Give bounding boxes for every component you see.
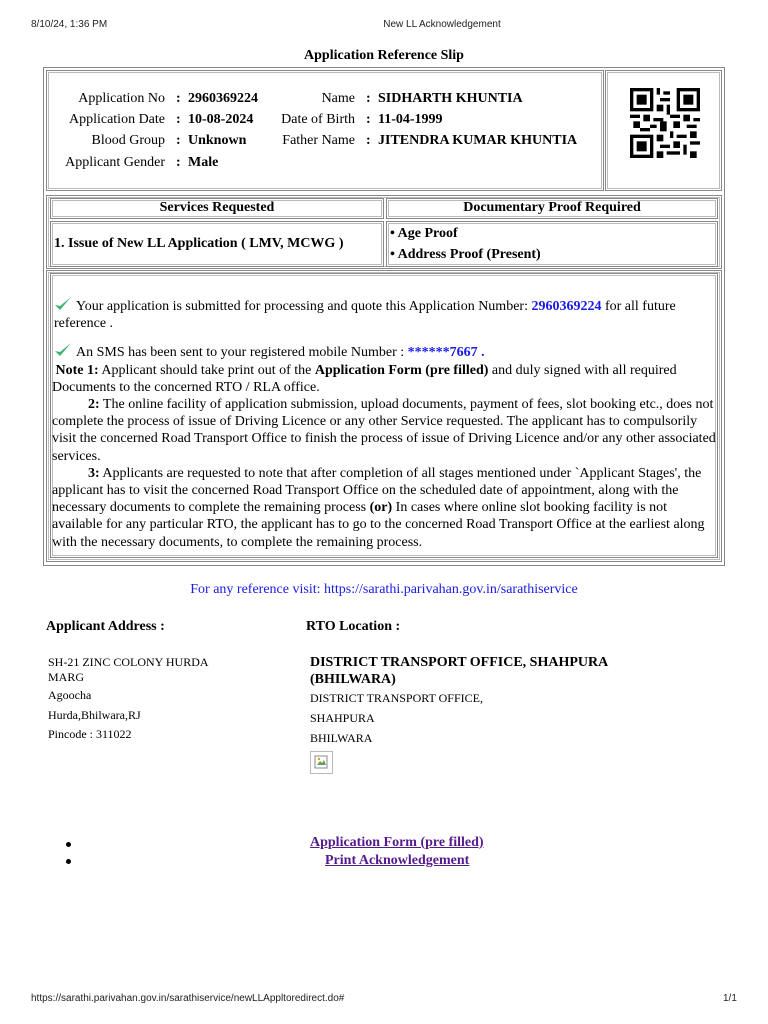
address-line-3: Hurda,Bhilwara,RJ <box>48 708 141 722</box>
info-row-1 <box>0 91 600 109</box>
blood-group-label: Blood Group <box>91 133 165 148</box>
address-pincode: Pincode : 311022 <box>48 727 132 741</box>
documentary-proof-header: Documentary Proof Required <box>463 200 641 215</box>
proof-item-age: • Age Proof <box>390 226 458 241</box>
rto-office-name: DISTRICT TRANSPORT OFFICE, SHAHPURA (BHILWARA) <box>310 655 608 687</box>
note1-text-end: and duly signed with all required Documents to the concerned RTO / RLA office. <box>52 362 677 395</box>
print-footer-page: 1/1 <box>723 993 737 1004</box>
rto-line-3: BHILWARA <box>310 731 373 745</box>
print-acknowledgement-link[interactable]: Print Acknowledgement <box>325 853 470 868</box>
info-row-2 <box>0 112 600 130</box>
submitted-text: Your application is submitted for processing and quote this Application Number: <box>76 299 528 314</box>
service-item: 1. Issue of New LL Application ( LMV, MCWG ) <box>54 236 344 251</box>
print-page-title: New LL Acknowledgement <box>383 19 501 30</box>
name-label: Name <box>321 91 355 106</box>
name-value: SIDHARTH KHUNTIA <box>378 91 523 106</box>
app-no-value: 2960369224 <box>188 91 258 106</box>
note3-or: (or) <box>369 500 393 516</box>
applicant-address-title: Applicant Address : <box>46 619 165 634</box>
app-date-value: 10-08-2024 <box>188 112 254 127</box>
blood-group-value: Unknown <box>188 133 247 148</box>
print-footer-url: https://sarathi.parivahan.gov.in/sarathiservice/newLLAppltoredirect.do# <box>31 993 345 1004</box>
qr-code-icon <box>630 88 700 158</box>
dob-value: 11-04-1999 <box>378 112 443 127</box>
colon: : <box>176 91 181 106</box>
list-bullet <box>66 859 71 864</box>
app-no-label: Application No <box>78 91 165 106</box>
sms-text: An SMS has been sent to your registered mobile Number : <box>76 345 405 361</box>
address-line-2: Agoocha <box>48 688 92 702</box>
services-requested-header: Services Requested <box>159 200 275 215</box>
father-name-label: Father Name <box>282 133 355 148</box>
list-bullet <box>66 842 71 847</box>
gender-label: Applicant Gender <box>65 155 165 170</box>
gender-value: Male <box>188 155 219 170</box>
info-row-4 <box>0 155 600 173</box>
colon: : <box>366 91 371 106</box>
broken-image-icon <box>310 751 333 774</box>
note2-label: 2: <box>88 397 100 413</box>
print-datetime: 8/10/24, 1:36 PM <box>31 19 108 30</box>
dob-label: Date of Birth <box>281 112 355 127</box>
application-form-link[interactable]: Application Form (pre filled) <box>310 835 484 850</box>
app-date-label: Application Date <box>68 112 165 127</box>
note3-text-end: In cases where online slot booking facility is not available for any particular RTO, the applicant has to go to the concerned Road Transport Office at the earliest along with the necessary documents, to complete the remaining process. <box>52 500 705 550</box>
checkmark-icon <box>54 296 72 312</box>
colon: : <box>176 155 181 170</box>
checkmark-icon <box>54 342 72 358</box>
rto-location-title: RTO Location : <box>306 619 401 634</box>
colon: : <box>176 112 181 127</box>
notes-content <box>52 296 716 551</box>
note2-text: The online facility of application submission, upload documents, payment of fees, slot booking etc., does not complete the process of issue of Driving Licence or any other Service requested. The applicant has to compulsorily visit the concerned Road Transport Office to finish the process of issue of Driving Licence and/or any other associated services. <box>52 397 716 464</box>
proof-item-address: • Address Proof (Present) <box>390 247 541 262</box>
address-line-1: SH-21 ZINC COLONY HURDA MARG <box>48 655 208 684</box>
rto-line-1: DISTRICT TRANSPORT OFFICE, <box>310 691 483 705</box>
father-name-value: JITENDRA KUMAR KHUNTIA <box>378 133 578 148</box>
colon: : <box>366 112 371 127</box>
colon: : <box>366 133 371 148</box>
colon: : <box>176 133 181 148</box>
note1-text: Applicant should take print out of the <box>101 362 312 378</box>
note3-label: 3: <box>88 465 100 481</box>
note3-text: Applicants are requested to note that after completion of all stages mentioned under `Applicant Stages', the applicant has to visit the concerned Road Transport Office on the scheduled date of appointment, along with the necessary documents to complete the remaining process <box>52 465 702 516</box>
info-row-3 <box>0 133 600 151</box>
reference-visit-text: For any reference visit: https://sarathi.parivahan.gov.in/sarathiservice <box>190 582 578 597</box>
note1-bold: Application Form (pre filled) <box>314 362 489 378</box>
slip-title: Application Reference Slip <box>304 48 464 63</box>
submitted-app-no: 2960369224 <box>531 299 602 314</box>
rto-line-2: SHAHPURA <box>310 711 375 725</box>
sms-mobile-no: ******7667 . <box>407 345 485 361</box>
qr-box <box>605 70 722 191</box>
submitted-text-end: for all future reference . <box>54 299 676 332</box>
note1-label: Note 1: <box>55 362 99 378</box>
